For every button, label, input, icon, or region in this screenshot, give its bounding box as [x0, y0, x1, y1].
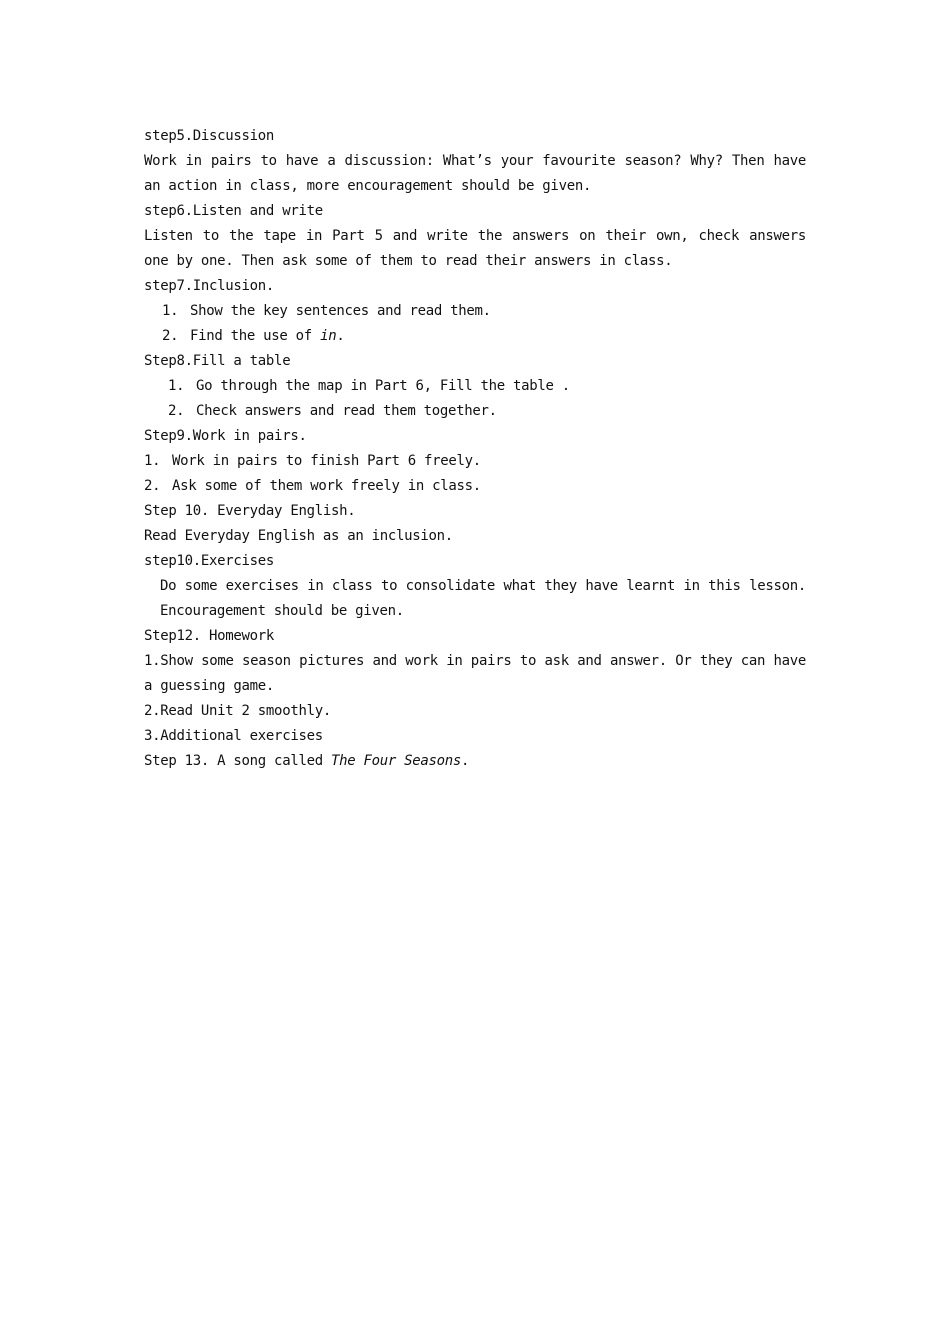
list-number: 1. — [162, 303, 179, 319]
step8-item-1 — [144, 374, 806, 399]
step13-text: Step 13. A song called — [144, 753, 331, 769]
step6-heading: step6.Listen and write — [144, 203, 323, 219]
step5-body: Work in pairs to have a discussion: What’s your favourite season? Why? Then have an action in class, more encouragement should be given. — [144, 153, 806, 194]
list-item-text: Work in pairs to finish Part 6 freely. — [172, 453, 481, 469]
step10a-body: Read Everyday English as an inclusion. — [144, 528, 453, 544]
step12-heading: Step12. Homework — [144, 628, 275, 644]
list-item-text: Show the key sentences and read them. — [190, 303, 491, 319]
step9-item-1 — [144, 449, 806, 474]
list-item-text: Find the use of — [190, 328, 321, 344]
step12-item-2: 2.Read Unit 2 smoothly. — [144, 703, 331, 719]
list-number: 1. — [144, 453, 161, 469]
step9-heading: Step9.Work in pairs. — [144, 428, 307, 444]
list-item-text: Check answers and read them together. — [196, 403, 497, 419]
step13-line — [144, 749, 806, 774]
list-number: 2. — [168, 403, 185, 419]
step10b-heading: step10.Exercises — [144, 553, 275, 569]
document-body — [144, 124, 806, 774]
step10b-body: Do some exercises in class to consolidate what they have learnt in this lesson. Encouragement should be given. — [160, 578, 806, 619]
step5-heading: step5.Discussion — [144, 128, 275, 144]
list-item-emphasis: in — [320, 328, 337, 344]
step6-body: Listen to the tape in Part 5 and write the answers on their own, check answers one by one. Then ask some of them to read their answers in class. — [144, 228, 806, 269]
list-item-text: Go through the map in Part 6, Fill the table . — [196, 378, 570, 394]
list-number: 2. — [144, 478, 161, 494]
step8-item-2 — [144, 399, 806, 424]
step12-item-3: 3.Additional exercises — [144, 728, 323, 744]
step12-item-1: 1.Show some season pictures and work in pairs to ask and answer. Or they can have a guessing game. — [144, 653, 806, 694]
song-title: The Four Seasons — [330, 753, 462, 769]
list-item-text: Ask some of them work freely in class. — [172, 478, 481, 494]
step7-heading: step7.Inclusion. — [144, 278, 275, 294]
step10a-heading: Step 10. Everyday English. — [144, 503, 356, 519]
step7-item-1 — [144, 299, 806, 324]
step7-item-2 — [144, 324, 806, 349]
list-item-text-end: . — [336, 328, 345, 344]
step8-heading: Step8.Fill a table — [144, 353, 291, 369]
step9-item-2 — [144, 474, 806, 499]
list-number: 2. — [162, 328, 179, 344]
list-number: 1. — [168, 378, 185, 394]
step13-text-end: . — [461, 753, 470, 769]
